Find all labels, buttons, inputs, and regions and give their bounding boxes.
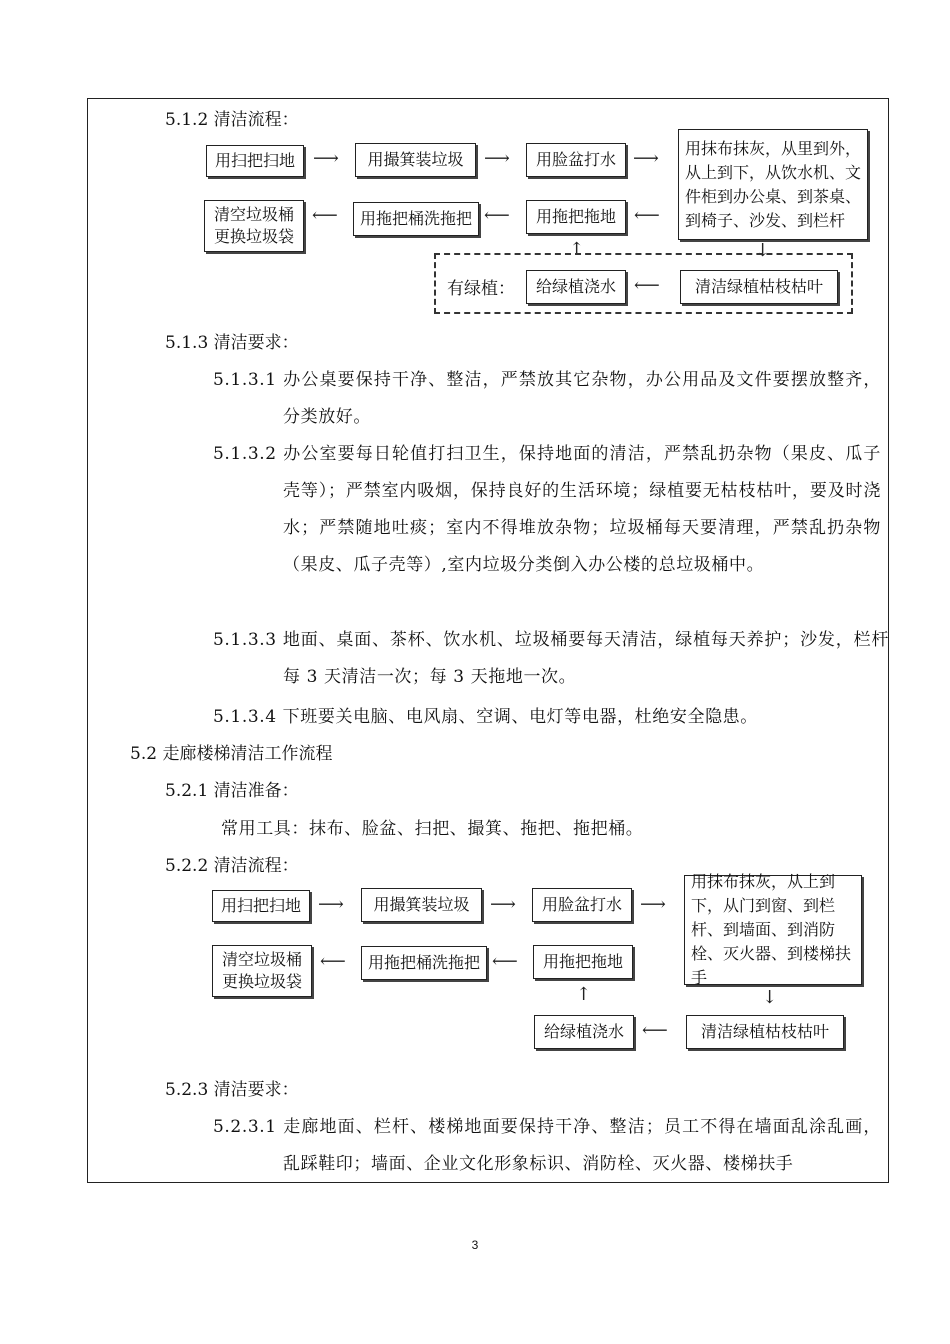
arrow-up-icon: ↑	[569, 239, 585, 260]
flow2-box-clean-plants: 清洁绿植枯枝枯叶	[686, 1015, 844, 1049]
arrow-left-icon: ⟵	[634, 275, 660, 296]
flow1-box-water-plants: 给绿植浇水	[526, 270, 626, 304]
arrow-left-icon: ⟵	[642, 1020, 668, 1041]
flow2-box-sweep: 用扫把扫地	[212, 890, 310, 922]
arrow-down-icon: ↓	[762, 987, 778, 1008]
page-number: 3	[471, 1238, 479, 1252]
req-5231-text: 5.2.3.1 走廊地面、栏杆、楼梯地面要保持干净、整洁；员工不得在墙面乱涂乱画，乱踩鞋印；墙面、企业文化形象标识、消防栓、灭火器、楼梯扶手	[213, 1117, 881, 1174]
heading-513: 5.1.3 清洁要求：	[165, 333, 299, 353]
arrow-right-icon: ⟶	[313, 148, 339, 169]
flow1-box-trash: 清空垃圾桶更换垃圾袋	[204, 200, 304, 252]
req-5133	[213, 622, 889, 696]
flow2-box-mop: 用拖把拖地	[533, 945, 633, 979]
req-5131-text: 5.1.3.1 办公桌要保持干净、整洁，严禁放其它杂物，办公用品及文件要摆放整齐，分类放好。	[213, 370, 881, 427]
arrow-right-icon: ⟶	[640, 894, 666, 915]
arrow-left-icon: ⟵	[492, 951, 518, 972]
heading-523: 5.2.3 清洁要求：	[165, 1080, 299, 1100]
req-5131	[213, 362, 881, 436]
flow2-box-wash-mop: 用拖把桶洗拖把	[361, 946, 487, 980]
req-5231	[213, 1109, 881, 1183]
arrow-left-icon: ⟵	[312, 205, 338, 226]
heading-512: 5.1.2 清洁流程：	[165, 110, 299, 130]
arrow-left-icon: ⟵	[320, 951, 346, 972]
arrow-right-icon: ⟶	[633, 148, 659, 169]
flow1-box-water: 用脸盆打水	[526, 143, 626, 177]
arrow-up-icon: ↑	[576, 984, 592, 1005]
flow2-box-trash: 清空垃圾桶更换垃圾袋	[212, 945, 312, 997]
flow2-box-water-plants: 给绿植浇水	[534, 1015, 634, 1049]
flow1-box-wash-mop: 用拖把桶洗拖把	[353, 202, 479, 236]
flow1-box-sweep: 用扫把扫地	[206, 145, 304, 177]
tools-text: 常用工具：抹布、脸盆、扫把、撮箕、拖把、拖把桶。	[221, 819, 644, 839]
flow2-box-dust: 用抹布抹灰，从上到下，从门到窗、到栏杆、到墙面、到消防栓、灭火器、到楼梯扶手	[684, 875, 862, 985]
flow1-box-mop: 用拖把拖地	[526, 200, 626, 234]
flow2-box-dustpan: 用撮箕装垃圾	[361, 888, 482, 922]
arrow-right-icon: ⟶	[318, 894, 344, 915]
arrow-right-icon: ⟶	[490, 894, 516, 915]
flow1-box-dust: 用抹布抹灰，从里到外，从上到下，从饮水机、文件柜到办公桌、到茶桌、到椅子、沙发、到栏杆	[678, 129, 868, 240]
heading-52: 5.2 走廊楼梯清洁工作流程	[130, 744, 333, 764]
flow1-box-dustpan: 用撮箕装垃圾	[355, 143, 476, 177]
arrow-left-icon: ⟵	[484, 205, 510, 226]
heading-521: 5.2.1 清洁准备：	[165, 781, 299, 801]
req-5132-text: 5.1.3.2 办公室要每日轮值打扫卫生，保持地面的清洁，严禁乱扔杂物（果皮、瓜子壳等）；严禁室内吸烟，保持良好的生活环境；绿植要无枯枝枯叶，要及时浇水；严禁随地吐痰；室内不得堆放杂物；垃圾桶每天要清理，严禁乱扔杂物（果皮、瓜子壳等）,室内垃圾分类倒入办公楼的总垃圾桶中。	[213, 444, 881, 575]
arrow-right-icon: ⟶	[484, 148, 510, 169]
plant-label: 有绿植：	[447, 279, 515, 299]
req-5132	[213, 436, 881, 584]
req-5134: 5.1.3.4 下班要关电脑、电风扇、空调、电灯等电器，杜绝安全隐患。	[213, 707, 758, 727]
arrow-down-icon: ↓	[755, 240, 771, 261]
flow2-box-water: 用脸盆打水	[532, 888, 632, 922]
arrow-left-icon: ⟵	[634, 205, 660, 226]
flow1-box-clean-plants: 清洁绿植枯枝枯叶	[680, 270, 838, 304]
req-5133-text: 5.1.3.3 地面、桌面、茶杯、饮水机、垃圾桶要每天清洁，绿植每天养护；沙发，栏杆每 3 天清洁一次；每 3 天拖地一次。	[213, 630, 889, 687]
heading-522: 5.2.2 清洁流程：	[165, 856, 299, 876]
